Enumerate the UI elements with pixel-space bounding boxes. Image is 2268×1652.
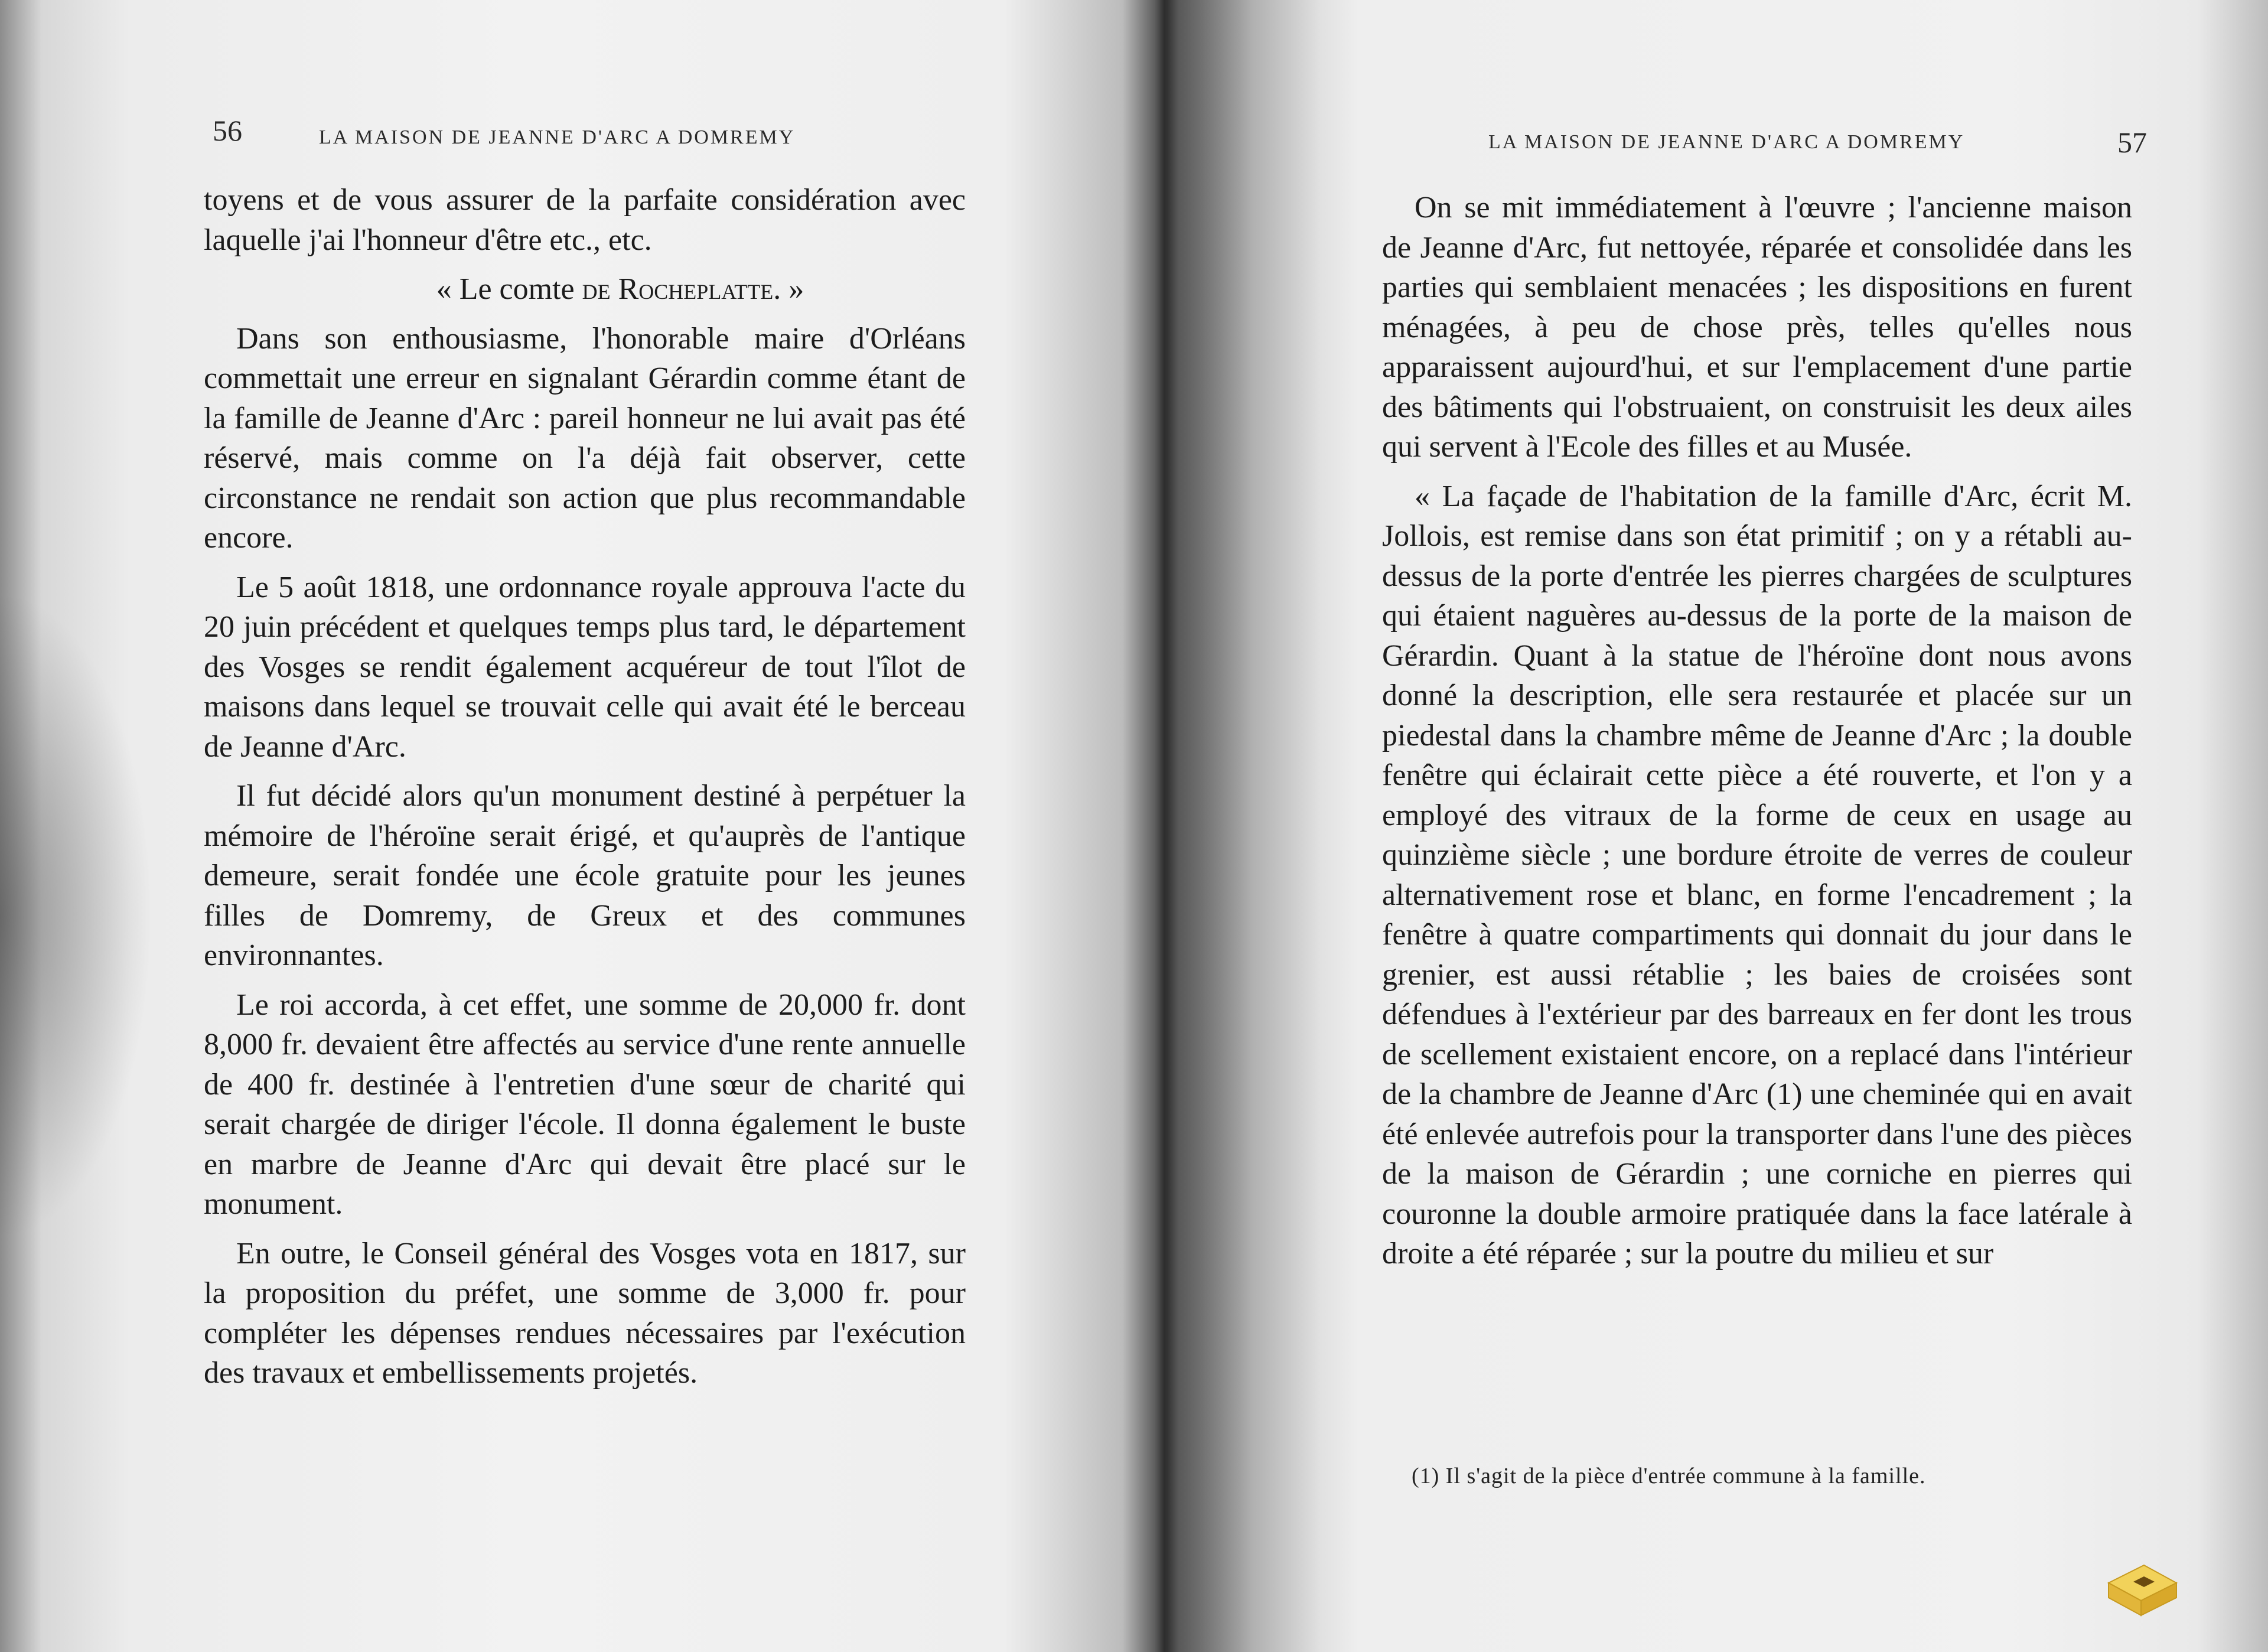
- left-text-block: [204, 180, 966, 1403]
- page-number-right: 57: [2117, 126, 2147, 159]
- paragraph: On se mit immédiatement à l'œuvre ; l'ancienne maison de Jeanne d'Arc, fut nettoyée, réparée et consolidée dans les parties qui semblaient menacées ; les dispositions en furent ménagées, à peu de chose près, telles qu'elles nous apparaissent aujourd'hui, et sur l'emplacement d'une partie des bâtiments qui l'obstruaient, on construisit les deux ailes qui servent à l'Ecole des filles et au Musée.: [1382, 191, 2132, 464]
- paragraph: Le roi accorda, à cet effet, une somme de 20,000 fr. dont 8,000 fr. devaient être affectés au service d'une rente annuelle de 400 fr. destinée à l'entretien d'une sœur de charité qui serait chargée de diriger l'école. Il donna également le buste en marbre de Jeanne d'Arc qui devait être placé sur le monument.: [204, 988, 966, 1221]
- signature-prefix: « Le comte: [436, 272, 582, 306]
- running-head-left: LA MAISON DE JEANNE D'ARC A DOMREMY: [319, 126, 796, 148]
- right-page-gutter-shadow: [1166, 0, 1320, 1652]
- paragraph: toyens et de vous assurer de la parfaite considération avec laquelle j'ai l'honneur d'être etc., etc.: [204, 183, 966, 257]
- right-page: [1166, 0, 2268, 1652]
- paragraph: En outre, le Conseil général des Vosges vota en 1817, sur la proposition du préfet, une somme de 3,000 fr. pour compléter les dépenses rendues nécessaires par l'exécution des travaux et embellissements projetés.: [204, 1236, 966, 1390]
- signature-line: [275, 269, 966, 309]
- yellow-box-icon[interactable]: [2103, 1559, 2179, 1618]
- signature-name: Rocheplatte: [618, 272, 774, 306]
- signature-suffix: . »: [773, 272, 804, 306]
- right-text-block: [1382, 188, 2132, 1283]
- signature-particle: de: [582, 272, 611, 306]
- paragraph: Dans son enthousiasme, l'honorable maire d'Orléans commettait une erreur en signalant Gérardin comme étant de la famille de Jeanne d'Arc : pareil honneur ne lui avait pas été réservé, mais comme on l'a déjà fait observer, cette circonstance ne rendait son action que plus recommandable encore.: [204, 321, 966, 555]
- footnote: (1) Il s'agit de la pièce d'entrée commune à la famille.: [1412, 1464, 1926, 1488]
- running-head-right: LA MAISON DE JEANNE D'ARC A DOMREMY: [1488, 131, 1965, 153]
- page-number-left: 56: [213, 114, 242, 147]
- left-page-shadow: [0, 591, 154, 1240]
- paragraph: Le 5 août 1818, une ordonnance royale approuva l'acte du 20 juin précédent et quelques temps plus tard, le département des Vosges se rendit également acquéreur de tout l'îlot de maisons dans lequel se trouvait celle qui avait été le berceau de Jeanne d'Arc.: [204, 570, 966, 764]
- paragraph: « La façade de l'habitation de la famille d'Arc, écrit M. Jollois, est remise dans son état primitif ; on y a rétabli au-dessus de la porte d'entrée les pierres chargées de sculptures qui étaient naguères au-dessus de la porte de la maison de Gérardin. Quant à la statue de l'héroïne dont nous avons donné la description, elle sera restaurée et placée sur un piedestal dans la chambre même de Jeanne d'Arc ; la double fenêtre qui éclairait cette pièce a été rouverte, et l'on y a employé des vitraux de la forme de ceux en usage au quinzième siècle ; une bordure étroite de verres de couleur alternativement rose et blanc, en forme l'encadrement ; la fenêtre à quatre compartiments qui donnait du jour dans le grenier, est aussi rétablie ; les baies de croisées sont défendues à l'extérieur par des barreaux en fer dont les trous de scellement existaient encore, on a replacé dans l'intérieur de la chambre de Jeanne d'Arc (1) une cheminée qui en avait été enlevée autrefois pour la transporter dans l'une des pièces de la maison de Gérardin ; une corniche en pierres qui couronne la double armoire pratiquée dans la face latérale à droite a été réparée ; sur la poutre du milieu et sur: [1382, 479, 2132, 1270]
- paragraph: Il fut décidé alors qu'un monument destiné à perpétuer la mémoire de l'héroïne serait érigé, et qu'auprès de l'antique demeure, serait fondée une école gratuite pour les jeunes filles de Domremy, de Greux et des communes environnantes.: [204, 779, 966, 972]
